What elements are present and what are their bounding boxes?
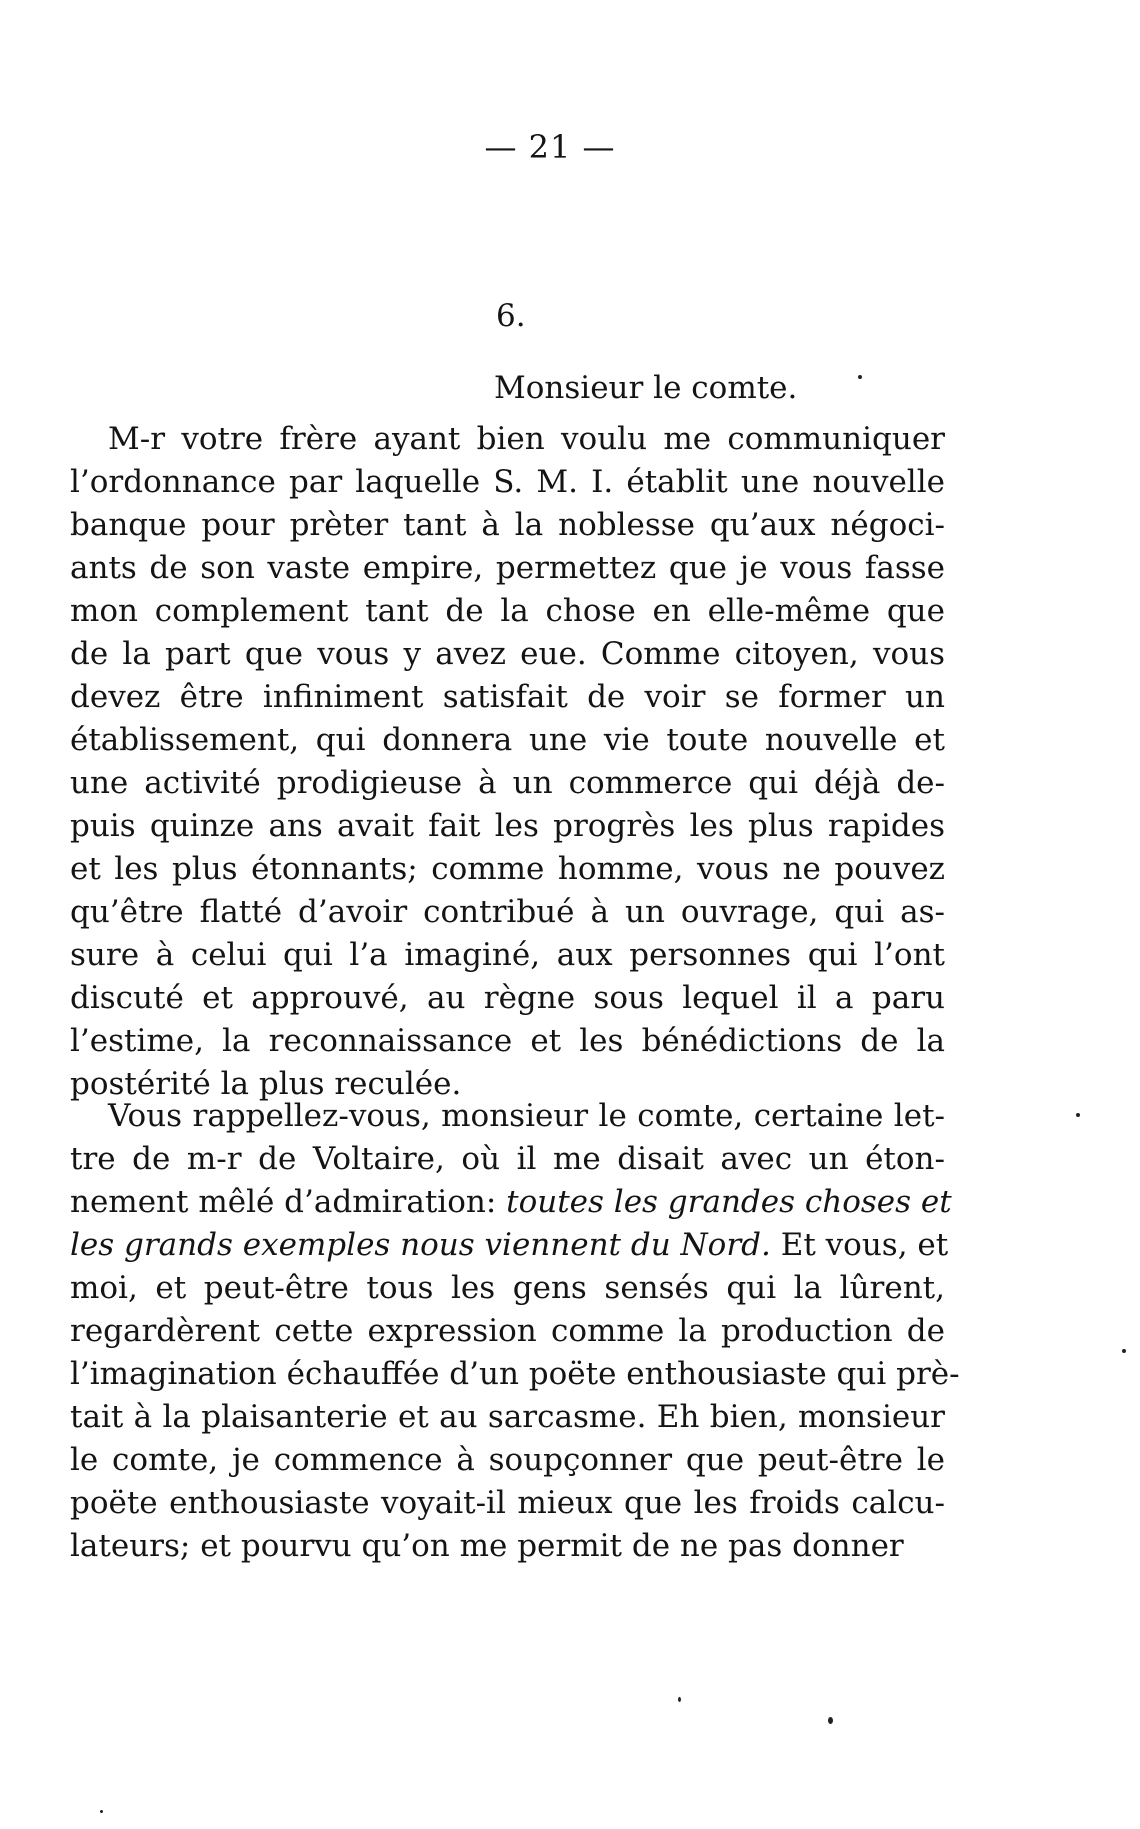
text-line: postérité la plus reculée. <box>70 1066 462 1102</box>
text-line: discuté et approuvé, au règne sous lequel il a paru <box>70 980 945 1016</box>
scan-speck <box>1076 1113 1080 1117</box>
text-segment: Et vous, et <box>770 1227 949 1263</box>
text-line: lateurs; et pourvu qu’on me permit de ne pas donner <box>70 1528 904 1564</box>
text-line: une activité prodigieuse à un commerce qui déjà de- <box>70 765 945 801</box>
text-line: le comte, je commence à soupçonner que peut-être le <box>70 1442 945 1478</box>
text-line: moi, et peut-être tous les gens sensés qui la lûrent, <box>70 1270 945 1306</box>
text-line: devez être infiniment satisfait de voir se former un <box>70 679 945 715</box>
text-line: tait à la plaisanterie et au sarcasme. Eh bien, monsieur <box>70 1399 945 1435</box>
text-line: ants de son vaste empire, permettez que je vous fasse <box>70 550 945 586</box>
text-line: de la part que vous y avez eue. Comme citoyen, vous <box>70 636 945 672</box>
scan-speck <box>858 375 862 379</box>
scan-speck <box>678 1697 681 1702</box>
text-line: l’estime, la reconnaissance et les bénédictions de la <box>70 1023 945 1059</box>
scan-speck <box>100 1810 103 1813</box>
text-line: regardèrent cette expression comme la production de <box>70 1313 945 1349</box>
text-line: l’imagination échauffée d’un poëte enthousiaste qui prè- <box>70 1356 960 1392</box>
text-line: puis quinze ans avait fait les progrès les plus rapides <box>70 808 945 844</box>
text-line: qu’être flatté d’avoir contribué à un ouvrage, qui as- <box>70 894 945 930</box>
text-line: sure à celui qui l’a imaginé, aux personnes qui l’ont <box>70 937 945 973</box>
page-number <box>0 128 1140 166</box>
text-line: banque pour prèter tant à la noblesse qu’aux négoci- <box>70 507 945 543</box>
text-line: mon complement tant de la chose en elle-même que <box>70 593 945 629</box>
text-line: établissement, qui donnera une vie toute nouvelle et <box>70 722 945 758</box>
italic-quote: les grands exemples nous viennent du Nord. <box>70 1227 771 1263</box>
text-line: l’ordonnance par laquelle S. M. I. établit une nouvelle <box>70 464 945 500</box>
section-number: 6. <box>496 298 526 334</box>
salutation: Monsieur le comte. <box>494 370 798 406</box>
text-line <box>70 1181 952 1224</box>
text-line: et les plus étonnants; comme homme, vous ne pouvez <box>70 851 945 887</box>
paragraph-2 <box>70 1095 960 1568</box>
italic-quote: toutes les grandes choses et <box>506 1184 952 1220</box>
text-line: M-r votre frère ayant bien voulu me communiquer <box>108 421 945 457</box>
text-segment: nement mêlé d’admiration: <box>70 1184 507 1220</box>
page-number-text: — 21 — <box>484 128 616 166</box>
scan-speck <box>828 1717 833 1724</box>
text-line: Vous rappellez-vous, monsieur le comte, certaine let- <box>108 1098 945 1134</box>
text-line: poëte enthousiaste voyait-il mieux que les froids calcu- <box>70 1485 945 1521</box>
paragraph-1 <box>70 418 945 1106</box>
text-line: tre de m-r de Voltaire, où il me disait avec un éton- <box>70 1141 945 1177</box>
text-line <box>70 1224 949 1267</box>
scan-speck <box>1122 1349 1126 1353</box>
